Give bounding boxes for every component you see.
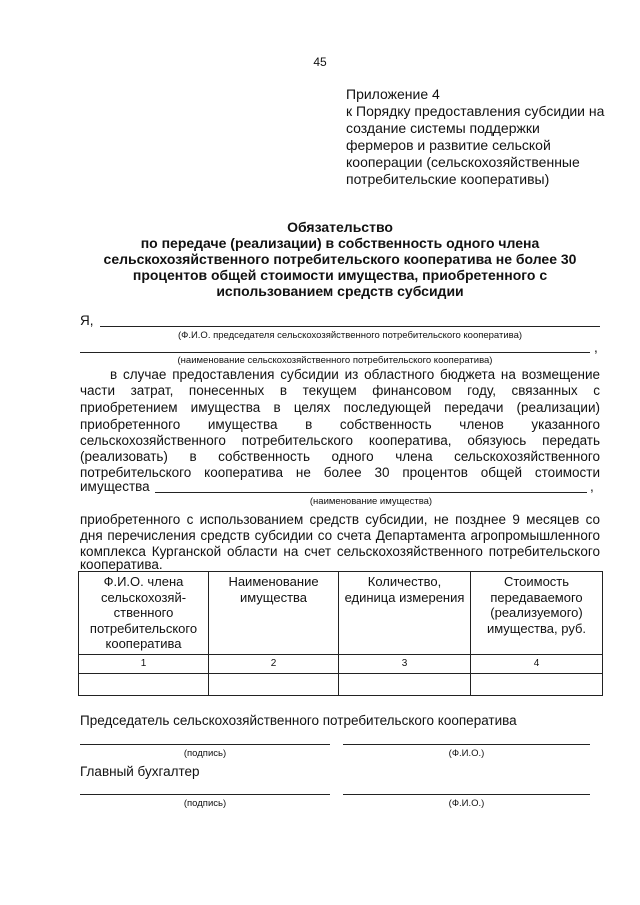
body-line: в случае предоставления субсидии из областного бюджета на возмещение — [110, 367, 600, 382]
table-row — [79, 673, 603, 695]
caption-chairman: (Ф.И.О. председателя сельскохозяйственного потребительского кооператива) — [177, 330, 523, 341]
title-line: по передаче (реализации) в собственность одного члена — [140, 235, 540, 251]
body-line: части затрат, понесенных в текущем финансовом году, связанных с — [80, 383, 600, 398]
title-heading: Обязательство — [287, 219, 393, 235]
body-line: дня перечисления средств субсидии со счета Департамента агропромышленного — [80, 528, 600, 543]
accountant-signature-line[interactable] — [80, 794, 330, 795]
table-cell[interactable] — [79, 673, 209, 695]
table-number-cell: 3 — [339, 655, 471, 674]
table-cell[interactable] — [339, 673, 471, 695]
property-comma: , — [590, 479, 594, 494]
table-cell[interactable] — [209, 673, 339, 695]
accountant-fio-line[interactable] — [343, 794, 590, 795]
table-cell[interactable] — [471, 673, 603, 695]
body-line: кооператива. — [80, 557, 163, 572]
table-header-cell: Стоимость передаваемого (реализуемого) имущества, руб. — [471, 572, 603, 655]
caption-signature: (подпись) — [183, 798, 227, 809]
caption-cooperative: (наименование сельскохозяйственного потребительского кооператива) — [177, 355, 493, 366]
title-line: сельскохозяйственного потребительского кооператива не более 30 — [103, 251, 577, 267]
body-line: приобретенного имущества в собственность членов указанного — [80, 417, 600, 432]
appendix-block — [346, 86, 616, 188]
appendix-line: создание системы поддержки — [346, 120, 540, 136]
appendix-label: Приложение 4 — [346, 86, 440, 102]
caption-fio: (Ф.И.О.) — [448, 798, 485, 809]
title-line: использованием средств субсидии — [216, 283, 464, 299]
table-header-cell: Наименование имущества — [209, 572, 339, 655]
title-line: процентов общей стоимости имущества, приобретенного с — [132, 267, 548, 283]
property-table — [78, 571, 603, 696]
cooperative-name-line[interactable] — [80, 352, 590, 353]
appendix-line: к Порядку предоставления субсидии на — [346, 103, 605, 119]
chairman-signature-line[interactable] — [80, 744, 330, 745]
appendix-line: кооперации (сельскохозяйственные — [346, 154, 580, 170]
table-header-cell: Количество, единица измерения — [339, 572, 471, 655]
table-number-row — [79, 655, 603, 674]
chairman-name-line[interactable] — [100, 326, 600, 327]
declaration-prefix: Я, — [80, 313, 94, 328]
table-header-row — [79, 572, 603, 655]
property-prefix: имущества — [80, 479, 150, 494]
caption-signature: (подпись) — [183, 748, 227, 759]
appendix-line: потребительские кооперативы) — [346, 171, 550, 187]
property-name-line[interactable] — [155, 492, 587, 493]
accountant-title: Главный бухгалтер — [80, 764, 200, 779]
table-number-cell: 4 — [471, 655, 603, 674]
table-number-cell: 1 — [79, 655, 209, 674]
caption-fio: (Ф.И.О.) — [448, 748, 485, 759]
page-number: 45 — [313, 55, 327, 69]
body-line: потребительского кооператива не более 30 процентов общей стоимости — [80, 465, 600, 480]
body-line: комплекса Курганской области на счет сельскохозяйственного потребительского — [80, 544, 600, 559]
document-title — [60, 219, 620, 299]
body-line: (реализовать) в собственность одного члена сельскохозяйственного — [80, 449, 600, 464]
appendix-line: фермеров и развитие сельской — [346, 137, 551, 153]
body-line: приобретенного с использованием средств субсидии, не позднее 9 месяцев со — [80, 512, 600, 527]
body-line: приобретением имущества в целях последующей передачи (реализации) — [80, 400, 600, 415]
table-number-cell: 2 — [209, 655, 339, 674]
body-line: сельскохозяйственного потребительского кооператива, обязуюсь передать — [80, 433, 600, 448]
chairman-title: Председатель сельскохозяйственного потребительского кооператива — [80, 713, 517, 728]
caption-property: (наименование имущества) — [309, 496, 433, 507]
chairman-fio-line[interactable] — [343, 744, 590, 745]
declaration-comma: , — [594, 340, 598, 355]
table-header-cell: Ф.И.О. члена сельскохозяй-ственного потребительского кооператива — [79, 572, 209, 655]
